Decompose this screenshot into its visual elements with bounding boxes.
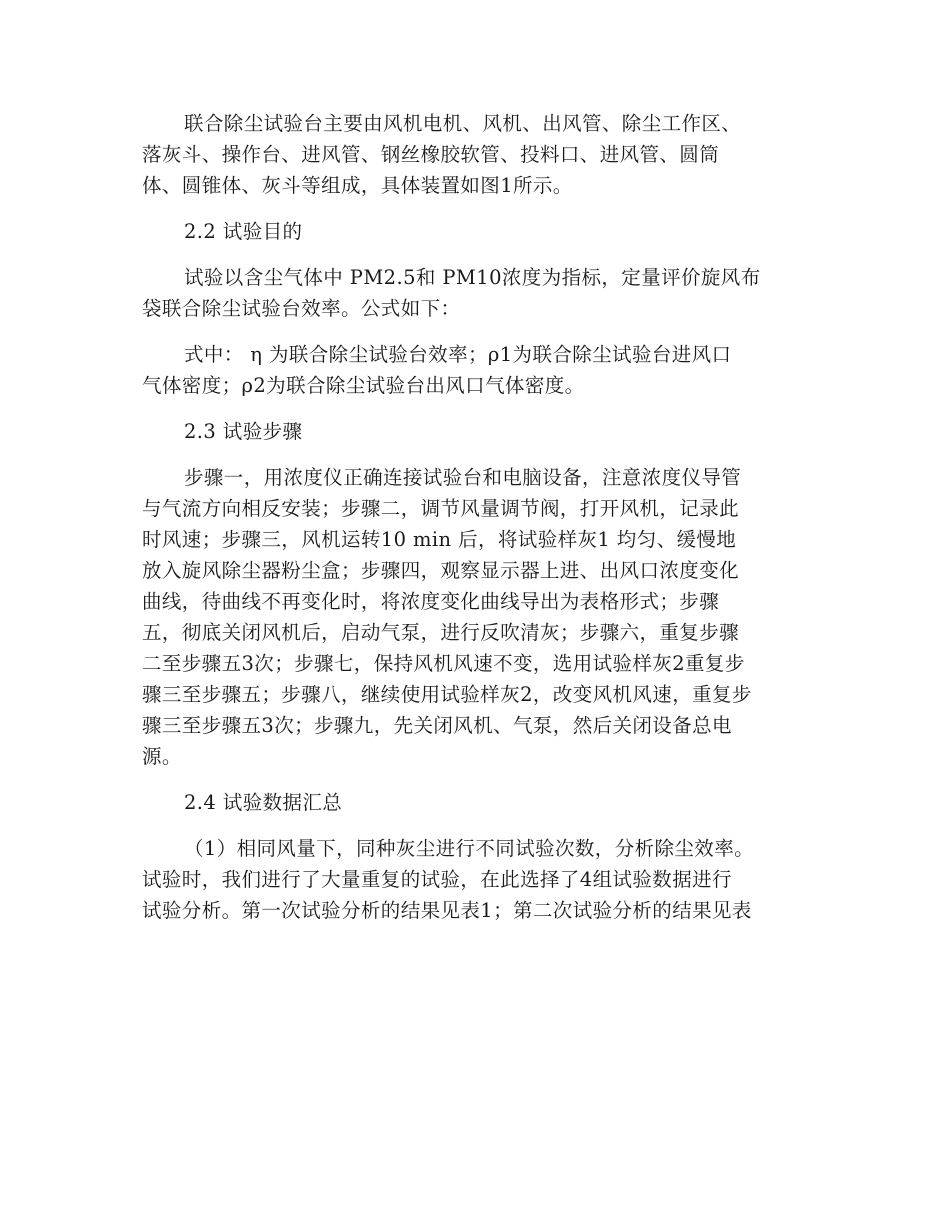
heading-text: 2.2 试验目的 xyxy=(184,220,303,243)
text-line: 曲线，待曲线不再变化时，将浓度变化曲线导出为表格形式；步骤 xyxy=(142,590,720,613)
section-heading-data-summary xyxy=(142,787,812,818)
paragraph-steps xyxy=(142,462,812,772)
paragraph-structure xyxy=(142,108,812,201)
text-line: （1）相同风量下，同种灰尘进行不同试验次数，分析除尘效率。 xyxy=(184,837,755,860)
heading-text: 2.4 试验数据汇总 xyxy=(184,791,343,814)
paragraph-data-summary xyxy=(142,833,812,926)
document-page xyxy=(142,108,812,926)
text-line: 袋联合除尘试验台效率。公式如下： xyxy=(142,297,461,320)
text-line: 步骤一，用浓度仪正确连接试验台和电脑设备，注意浓度仪导管 xyxy=(184,466,742,489)
section-heading-steps xyxy=(142,416,812,447)
heading-text: 2.3 试验步骤 xyxy=(184,420,303,443)
text-line: 五，彻底关闭风机后，启动气泵，进行反吹清灰；步骤六，重复步骤 xyxy=(142,621,740,644)
text-line: 试验分析。第一次试验分析的结果见表1；第二次试验分析的结果见表 xyxy=(142,899,752,922)
text-line: 体、圆锥体、灰斗等组成，具体装置如图1所示。 xyxy=(142,174,573,197)
text-line: 气体密度；ρ2为联合除尘试验台出风口气体密度。 xyxy=(142,374,585,397)
text-line: 骤三至步骤五；步骤八，继续使用试验样灰2，改变风机风速，重复步 xyxy=(142,683,752,706)
text-line: 放入旋风除尘器粉尘盒；步骤四，观察显示器上进、出风口浓度变化 xyxy=(142,559,740,582)
text-line: 源。 xyxy=(142,745,182,768)
section-heading-purpose xyxy=(142,216,812,247)
text-line: 骤三至步骤五3次；步骤九，先关闭风机、气泵，然后关闭设备总电 xyxy=(142,714,732,737)
text-line: 时风速；步骤三，风机运转10 min 后，将试验样灰1 均匀、缓慢地 xyxy=(142,528,737,551)
text-line: 试验时，我们进行了大量重复的试验，在此选择了4组试验数据进行 xyxy=(142,868,732,891)
text-line: 试验以含尘气体中 PM2.5和 PM10浓度为指标，定量评价旋风布 xyxy=(184,266,761,289)
text-line: 与气流方向相反安装；步骤二，调节风量调节阀，打开风机，记录此 xyxy=(142,497,740,520)
text-line: 式中： η 为联合除尘试验台效率；ρ1为联合除尘试验台进风口 xyxy=(184,343,732,366)
text-line: 二至步骤五3次；步骤七，保持风机风速不变，选用试验样灰2重复步 xyxy=(142,652,745,675)
paragraph-purpose xyxy=(142,262,812,324)
text-line: 联合除尘试验台主要由风机电机、风机、出风管、除尘工作区、 xyxy=(184,112,742,135)
paragraph-formula-explanation xyxy=(142,339,812,401)
text-line: 落灰斗、操作台、进风管、钢丝橡胶软管、投料口、进风管、圆筒 xyxy=(142,143,720,166)
